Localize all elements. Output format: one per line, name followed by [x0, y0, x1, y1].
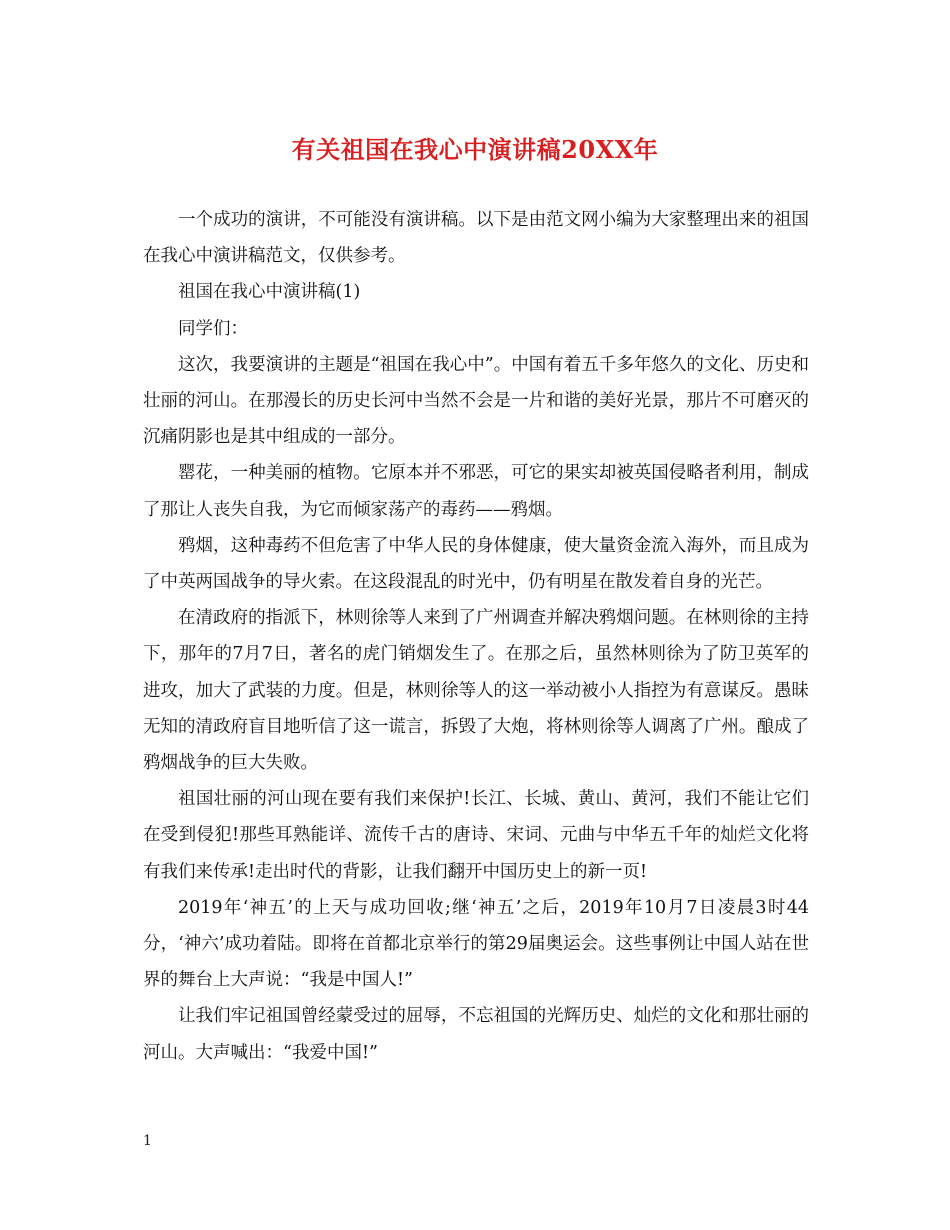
paragraph-greeting: 同学们：: [178, 318, 248, 339]
paragraph-intro: 一个成功的演讲，不可能没有演讲稿。以下是由范文网小编为大家整理出来的祖国在我心中演讲稿范文，仅供参考。: [143, 210, 809, 267]
paragraph-protect: 祖国壮丽的河山现在要有我们来保护!长江、长城、黄山、黄河，我们不能让它们在受到侵犯!那些耳熟能详、流传千古的唐诗、宋词、元曲与中华五千年的灿烂文化将有我们来传承!走出时代的背影，让我们翻开中国历史上的新一页!: [143, 789, 809, 882]
paragraph-opium: 鸦烟，这种毒药不但危害了中华人民的身体健康，使大量资金流入海外，而且成为了中英两国战争的导火索。在这段混乱的时光中，仍有明星在散发着自身的光芒。: [143, 535, 809, 593]
paragraph-theme: 这次，我要演讲的主题是“祖国在我心中”。中国有着五千多年悠久的文化、历史和壮丽的河山。在那漫长的历史长河中当然不会是一片和谐的美好光景，那片不可磨灭的沉痛阴影也是其中组成的一部分。: [143, 354, 809, 448]
paragraph-lin-zexu: 在清政府的指派下，林则徐等人来到了广州调查并解决鸦烟问题。在林则徐的主持下，那年的7月7日，著名的虎门销烟发生了。在那之后，虽然林则徐为了防卫英军的进攻，加大了武装的力度。但是，林则徐等人的这一举动被小人指控为有意谋反。愚昧无知的清政府盲目地听信了这一谎言，拆毁了大炮，将林则徐等人调离了广州。酿成了鸦烟战争的巨大失败。: [143, 608, 809, 774]
paragraph-poppy: 罂花，一种美丽的植物。它原本并不邪恶，可它的果实却被英国侵略者利用，制成了那让人丧失自我，为它而倾家荡产的毒药——鸦烟。: [143, 463, 809, 520]
document-body: [143, 202, 809, 1071]
page-number: 1: [143, 1133, 152, 1149]
paragraph-shenzhou: 2019年‘神五’的上天与成功回收;继‘神五’之后，2019年10月7日凌晨3时44分，‘神六’成功着陆。即将在首都北京举行的第29届奥运会。这些事例让中国人站在世界的舞台上大声说：“我是中国人!”: [143, 897, 809, 991]
document-title: 有关祖国在我心中演讲稿20XX年: [291, 135, 659, 164]
paragraph-closing: 让我们牢记祖国曾经蒙受过的屈辱，不忘祖国的光辉历史、灿烂的文化和那壮丽的河山。大声喊出：“我爱中国!”: [143, 1006, 809, 1063]
paragraph-subtitle: 祖国在我心中演讲稿(1): [178, 282, 361, 303]
